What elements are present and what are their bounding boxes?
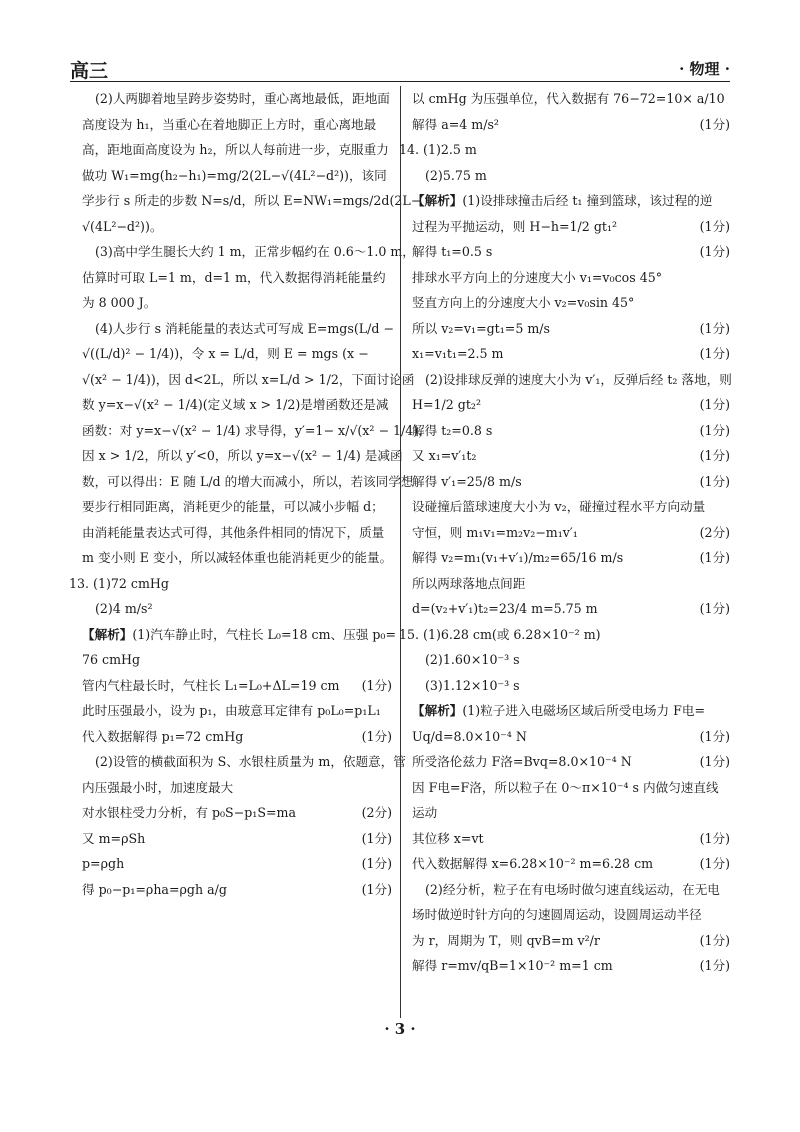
text-line xyxy=(82,800,392,826)
score-mark: (2分) xyxy=(699,524,730,540)
line-text: 代入数据解得 x=6.28×10⁻² m=6.28 cm xyxy=(412,856,654,871)
score-mark: (1分) xyxy=(361,881,392,897)
score-mark: (1分) xyxy=(699,448,730,463)
grade-label: 高三 xyxy=(70,60,109,82)
text-line xyxy=(82,163,392,189)
score-mark: (1分) xyxy=(699,244,730,259)
line-text: 内压强最小时，加速度最大 xyxy=(82,779,234,795)
line-text: 14. (1)2.5 m xyxy=(399,142,477,157)
text-line xyxy=(82,494,392,520)
text-line xyxy=(82,647,392,673)
line-text: 解得 v′₁=25/8 m/s xyxy=(412,473,522,489)
line-text: d=(v₂+v′₁)t₂=23/4 m=5.75 m xyxy=(412,601,598,616)
line-text: 解得 t₁=0.5 s xyxy=(412,244,493,259)
line-text: 运动 xyxy=(412,805,438,820)
text-line xyxy=(412,851,730,877)
text-line xyxy=(412,673,730,699)
line-text: 所受洛伦兹力 F洛=Bvq=8.0×10⁻⁴ N xyxy=(412,754,632,769)
text-line xyxy=(82,469,414,495)
line-text: Uq/d=8.0×10⁻⁴ N xyxy=(412,728,527,744)
line-text: (3)1.12×10⁻³ s xyxy=(425,677,520,693)
score-mark: (1分) xyxy=(699,958,730,973)
text-line xyxy=(412,265,730,291)
text-line xyxy=(412,392,730,418)
score-mark: (1分) xyxy=(699,422,730,438)
text-line xyxy=(412,494,730,520)
question-number-line xyxy=(69,571,392,597)
line-text: 又 m=ρSh xyxy=(82,830,146,846)
text-line xyxy=(82,367,415,393)
text-line xyxy=(82,86,392,112)
text-line xyxy=(412,418,730,444)
text-line xyxy=(82,877,392,903)
line-text: 解得 a=4 m/s² xyxy=(412,116,499,132)
score-mark: (1分) xyxy=(361,830,392,846)
text-line xyxy=(412,341,730,367)
line-text: 因 x > 1/2，所以 y′<0，所以 y=x−√(x² − 1/4) 是减函 xyxy=(82,448,403,463)
score-mark: (1分) xyxy=(699,550,730,565)
line-text: 由消耗能量表达式可得，其他条件相同的情况下，质量 xyxy=(82,524,385,540)
line-text: (2)5.75 m xyxy=(425,167,487,183)
line-text: 其位移 x=vt xyxy=(412,830,484,846)
line-text: (2)经分析，粒子在有电场时做匀速直线运动，在无电 xyxy=(425,881,720,897)
line-text: 高度设为 h₁，当重心在着地脚正上方时，重心离地最 xyxy=(82,116,377,132)
line-text: √((L/d)² − 1/4))，令 x = L/d，则 E = mgs (x − xyxy=(82,346,369,361)
text-line xyxy=(82,137,392,163)
text-line xyxy=(82,341,392,367)
line-text: 竖直方向上的分速度大小 v₂=v₀sin 45° xyxy=(412,295,635,310)
text-line xyxy=(412,775,730,801)
text-line xyxy=(412,214,730,240)
line-text: 代入数据解得 p₁=72 cmHg xyxy=(82,728,244,744)
text-line xyxy=(82,851,392,877)
text-line xyxy=(412,545,730,571)
score-mark: (2分) xyxy=(361,805,392,820)
text-line xyxy=(412,571,730,597)
line-text: H=1/2 gt₂² xyxy=(412,397,482,412)
line-text: (2)1.60×10⁻³ s xyxy=(425,652,520,667)
score-mark: (1分) xyxy=(699,856,730,871)
text-line xyxy=(412,86,730,112)
line-text: 做功 W₁=mg(h₂−h₁)=mg/2(2L−√(4L²−d²))，该同 xyxy=(82,167,387,183)
text-line xyxy=(82,775,392,801)
score-mark: (1分) xyxy=(699,830,730,846)
line-text: 过程为平抛运动，则 H−h=1/2 gt₁² xyxy=(412,218,618,234)
score-mark: (1分) xyxy=(361,728,392,744)
text-line xyxy=(412,112,730,138)
score-mark: (1分) xyxy=(699,754,730,769)
text-line xyxy=(412,749,730,775)
text-line xyxy=(412,724,730,750)
line-text: 对水银柱受力分析，有 p₀S−p₁S=ma xyxy=(82,805,296,820)
text-line xyxy=(412,520,730,546)
right-column xyxy=(399,86,732,979)
score-mark: (1分) xyxy=(699,473,730,489)
text-line xyxy=(412,239,730,265)
text-line xyxy=(412,826,730,852)
text-line xyxy=(82,392,392,418)
line-text: 13. (1)72 cmHg xyxy=(69,575,169,591)
text-line xyxy=(412,367,730,393)
line-text: 所以两球落地点间距 xyxy=(412,575,526,591)
line-text: 所以 v₂=v₁=gt₁=5 m/s xyxy=(412,320,551,336)
text-line xyxy=(412,290,730,316)
line-text: 数，可以得出：E 随 L/d 的增大而减小，所以，若该同学想 xyxy=(82,473,414,489)
line-text: p=ρgh xyxy=(82,856,125,871)
line-text: 数 y=x−√(x² − 1/4)(定义域 x > 1/2)是增函数还是减 xyxy=(82,397,389,412)
text-line xyxy=(412,163,730,189)
line-text: 为 r，周期为 T，则 qvB=m v²/r xyxy=(412,932,600,948)
text-line xyxy=(82,673,392,699)
line-text: 为 8 000 J。 xyxy=(82,295,157,310)
score-mark: (1分) xyxy=(361,677,392,693)
score-mark: (1分) xyxy=(699,346,730,361)
page-number: · 3 · xyxy=(384,1020,416,1038)
text-line xyxy=(82,316,392,342)
text-line xyxy=(82,520,392,546)
line-text: 管内气柱最长时，气柱长 L₁=L₀+ΔL=19 cm xyxy=(82,677,340,693)
line-text: 解得 v₂=m₁(v₁+v′₁)/m₂=65/16 m/s xyxy=(412,550,624,565)
line-text: 【解析】(1)设排球撞击后经 t₁ 撞到篮球，该过程的逆 xyxy=(412,193,713,208)
line-text: (3)高中学生腿长大约 1 m，正常步幅约在 0.6～1.0 m， xyxy=(95,244,415,259)
score-mark: (1分) xyxy=(699,728,730,744)
line-text: 场时做逆时针方向的匀速圆周运动，设圆周运动半径 xyxy=(412,907,702,922)
text-line xyxy=(82,290,392,316)
line-text: m 变小则 E 变小，所以减轻体重也能消耗更少的能量。 xyxy=(82,550,393,565)
text-line xyxy=(82,112,392,138)
line-text: 【解析】(1)粒子进入电磁场区域后所受电场力 F电= xyxy=(412,703,706,718)
text-line xyxy=(412,647,730,673)
line-text: (2)人两脚着地呈跨步姿势时，重心离地最低，距地面 xyxy=(95,91,390,106)
line-text: 设碰撞后篮球速度大小为 v₂，碰撞过程水平方向动量 xyxy=(412,499,706,514)
text-line xyxy=(82,239,415,265)
line-text: 解得 r=mv/qB=1×10⁻² m=1 cm xyxy=(412,958,613,973)
line-text: 因 F电=F洛，所以粒子在 0～π×10⁻⁴ s 内做匀速直线 xyxy=(412,779,719,795)
score-mark: (1分) xyxy=(699,116,730,132)
line-text: √(x² − 1/4))，因 d<2L，所以 x=L/d > 1/2，下面讨论函 xyxy=(82,371,415,387)
text-line xyxy=(82,265,392,291)
line-text: 解得 t₂=0.8 s xyxy=(412,422,493,438)
question-number-line xyxy=(399,137,730,163)
line-text: 此时压强最小，设为 p₁，由玻意耳定律有 p₀L₀=p₁L₁ xyxy=(82,703,381,718)
text-line xyxy=(82,418,431,444)
text-line xyxy=(412,469,730,495)
text-line xyxy=(412,953,730,979)
text-line xyxy=(412,877,730,903)
text-line xyxy=(412,800,730,826)
line-text: √(4L²−d²))。 xyxy=(82,218,163,234)
column-divider xyxy=(400,86,401,1018)
score-mark: (1分) xyxy=(699,932,730,948)
score-mark: (1分) xyxy=(699,320,730,336)
text-line xyxy=(82,698,392,724)
question-number-line xyxy=(399,622,730,648)
analysis-line xyxy=(412,188,730,214)
text-line xyxy=(412,928,730,954)
score-mark: (1分) xyxy=(699,397,730,412)
line-text: 又 x₁=v′₁t₂ xyxy=(412,448,477,463)
analysis-line xyxy=(412,698,730,724)
line-text: 估算时可取 L=1 m，d=1 m，代入数据得消耗能量约 xyxy=(82,269,386,285)
text-line xyxy=(82,724,392,750)
line-text: 守恒，则 m₁v₁=m₂v₂−m₁v′₁ xyxy=(412,524,578,540)
page-header xyxy=(70,56,730,80)
text-line xyxy=(412,443,730,469)
line-text: 【解析】(1)汽车静止时，气柱长 L₀=18 cm、压强 p₀= xyxy=(82,626,396,642)
line-text: (2)4 m/s² xyxy=(95,601,153,616)
line-text: 76 cmHg xyxy=(82,652,141,667)
text-line xyxy=(82,443,403,469)
line-text: 排球水平方向上的分速度大小 v₁=v₀cos 45° xyxy=(412,269,663,285)
text-line xyxy=(82,545,392,571)
score-mark: (1分) xyxy=(699,218,730,234)
line-text: (2)设管的横截面积为 S、水银柱质量为 m，依题意，管 xyxy=(95,754,406,769)
line-text: x₁=v₁t₁=2.5 m xyxy=(412,346,504,361)
text-line xyxy=(412,316,730,342)
text-line xyxy=(412,596,730,622)
subject-label: · 物理 · xyxy=(679,60,730,78)
line-text: 学步行 s 所走的步数 N=s/d，所以 E=NW₁=mgs/2d(2L− xyxy=(82,193,422,208)
line-text: 高，距地面高度设为 h₂，所以人每前进一步，克服重力 xyxy=(82,142,389,157)
score-mark: (1分) xyxy=(361,856,392,871)
analysis-line xyxy=(82,622,396,648)
text-line xyxy=(82,214,392,240)
text-line xyxy=(412,902,730,928)
header-rule xyxy=(70,81,730,82)
line-text: (2)设排球反弹的速度大小为 v′₁，反弹后经 t₂ 落地，则 xyxy=(425,371,732,387)
line-text: 以 cmHg 为压强单位，代入数据有 76−72=10× a/10 xyxy=(412,91,725,106)
text-line xyxy=(82,596,392,622)
line-text: 得 p₀−p₁=ρha=ρgh a/g xyxy=(82,881,227,897)
line-text: (4)人步行 s 消耗能量的表达式可写成 E=mgs(L/d − xyxy=(95,320,394,336)
line-text: 15. (1)6.28 cm(或 6.28×10⁻² m) xyxy=(399,626,601,642)
text-line xyxy=(82,188,422,214)
text-line xyxy=(82,826,392,852)
line-text: 要步行相同距离，消耗更少的能量，可以减小步幅 d； xyxy=(82,499,384,514)
line-text: 函数：对 y=x−√(x² − 1/4) 求导得，y′=1− x/√(x² − 1/4)， xyxy=(82,422,431,438)
text-line xyxy=(82,749,406,775)
score-mark: (1分) xyxy=(699,601,730,616)
